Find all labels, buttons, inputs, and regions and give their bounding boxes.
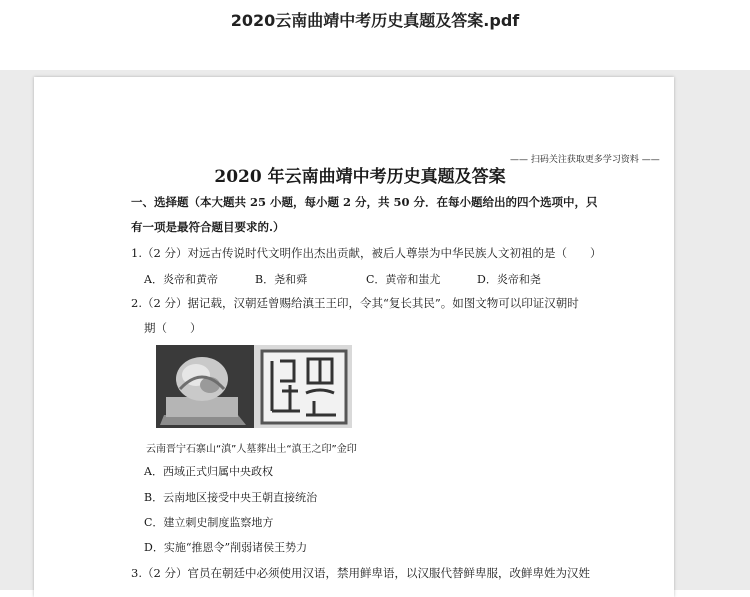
- header-note: —— 扫码关注获取更多学习资料 ——: [510, 155, 660, 165]
- question-2-stem-line2: 期（ ）: [144, 321, 202, 335]
- title-bar: [0, 0, 750, 70]
- gold-seal-image: [156, 345, 352, 428]
- gold-seal-photo: [156, 345, 352, 428]
- question-1-option-d: D．炎帝和尧: [477, 273, 541, 286]
- question-2-option-a: A．西域正式归属中央政权: [144, 465, 273, 478]
- question-1-option-b: B．尧和舜: [255, 273, 308, 286]
- figure-caption: 云南晋宁石寨山“滇”人墓葬出土“滇王之印”金印: [146, 444, 357, 455]
- question-1-option-a: A．炎帝和黄帝: [144, 273, 218, 286]
- question-1-option-c: C．黄帝和蚩尤: [366, 273, 441, 286]
- question-2-option-b: B．云南地区接受中央王朝直接统治: [144, 491, 318, 504]
- question-2-option-c: C．建立刺史制度监察地方: [144, 516, 274, 529]
- question-3-stem-line1: 3.（2 分）官员在朝廷中必须使用汉语，禁用鲜卑语，以汉服代替鲜卑服，改鲜卑姓为汉姓: [131, 566, 590, 580]
- document-filename: 2020云南曲靖中考历史真题及答案.pdf: [230, 11, 520, 30]
- exam-title: 2020 年云南曲靖中考历史真题及答案: [214, 167, 506, 187]
- question-2-stem-line1: 2.（2 分）据记载，汉朝廷曾赐给滇王王印，令其“复长其民”。如图文物可以印证汉朝时: [131, 296, 579, 310]
- section-heading-line1: 一、选择题（本大题共 25 小题，每小题 2 分，共 50 分．在每小题给出的四个选项中，只: [131, 195, 598, 209]
- section-heading-line2: 有一项是最符合题目要求的.）: [131, 220, 285, 234]
- question-2-option-d: D．实施“推恩令”削弱诸侯王势力: [144, 541, 308, 554]
- question-1-stem: 1.（2 分）对远古传说时代文明作出杰出贡献，被后人尊崇为中华民族人文初祖的是（ ）: [131, 246, 602, 260]
